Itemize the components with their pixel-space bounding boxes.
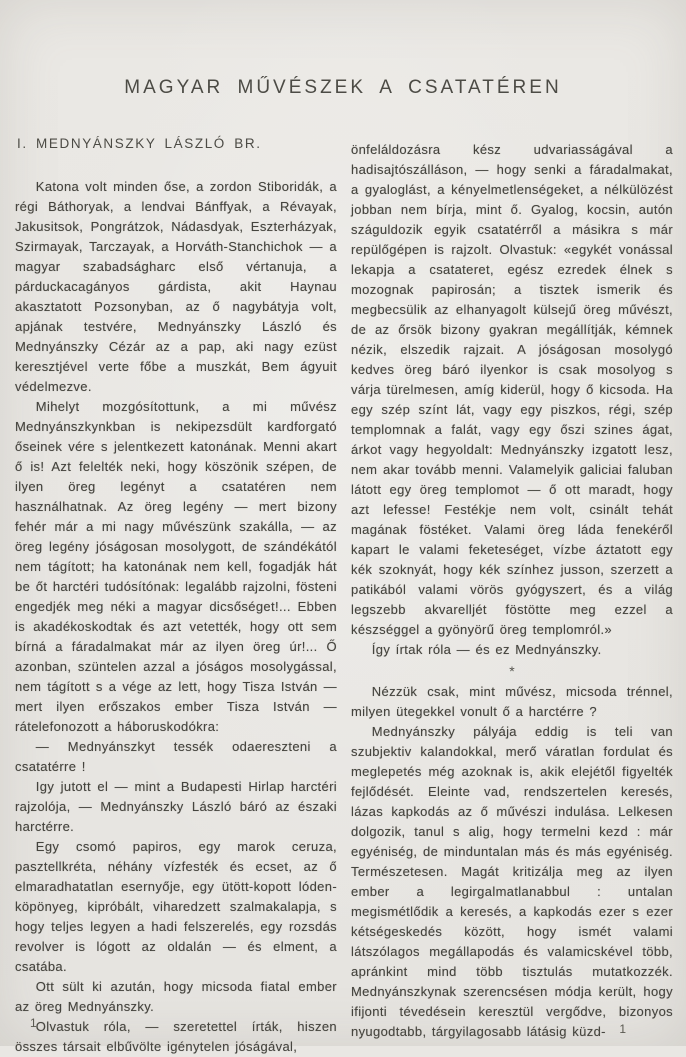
two-column-body bbox=[15, 134, 673, 1057]
right-column bbox=[351, 134, 673, 1057]
page-number-left: 1 bbox=[30, 1016, 37, 1030]
paragraph: Mihelyt mozgósítottunk, a mi művész Mednyánszkynkban is nekipezsdült kardforgató őseinek vére s jelentkezett katonának. Menni akart ő is! Azt felelték neki, hogy köszönik szépen, de ilyen öreg legényt a csatatéren nem használhatnak. Az öreg legény — mert bizony fehér már a mi nagy művészünk szakálla, — az öreg legény jóságosan mosolygott, de szándékától nem tágított; ha katonának nem kell, fogadják hát be őt harctéri tudósítónak: legalább rajzolni, fösteni engedjék meg néki a magyar dicsőséget!... Ebben is akadékoskodtak és azt vetették, hogy ott sem bírná a fáradalmakat már az ilyen öreg úr!... Ő azonban, szüntelen azzal a jóságos mosolygással, nem tágított s a vége az lett, hogy Tisza István — mert ilyen erőszakos ember Tisza István — rátelefonozott a háboruskodókra: bbox=[15, 399, 337, 734]
paragraph: Nézzük csak, mint művész, micsoda trénnel, milyen ütegekkel vonult ő a harctérre ? bbox=[351, 684, 673, 719]
paragraph: önfeláldozásra kész udvariasságával a hadisajtószálláson, — hogy senki a fáradalmakat, a gyaloglást, a kényelmetlenségeket, a nélkülözést jobban nem bírja, mint ő. Gyalog, kocsin, autón száguldozik egyik csatatérről a másikra s már repülőgépen is rajzolt. Olvastuk: «egykét vonással lekapja a csatateret, egész ezredek élnek s mozognak papirosán; a tisztek ismerik és megbecsülik az elhanyagolt külsejű öreg művészt, de az őrsök bizony gyakran megállítják, kémnek nézik, elszedik rajzait. A jóságosan mosolygó kedves öreg báró ilyenkor is csak mosolyog s várja türelmesen, amíg kiderül, hogy ő kicsoda. Ha egy szép színt lát, vagy egy piszkos, régi, szép templomnak a falát, vagy egy őszi szines ágat, árkot vagy hegyoldalt: Mednyánszky izgatott lesz, nem akar tovább menni. Valamelyik galiciai faluban látott egy öreg templomot — ő ott maradt, hogy azt lefesse! Festékje nem volt, csinált tehát magának föstéket. Valami öreg láda fenekéről kapart le valami feketeséget, vízbe áztatott egy kék szoknyát, hogy kék színhez jusson, szerzett a patikából valami vörös gyógyszert, és a világ legszebb akvarelljét föstötte meg ezzel a készséggel a gyönyörű öreg templomról.» bbox=[351, 142, 673, 637]
paragraph: Olvastuk róla, — szeretettel írták, hiszen összes társait elbűvölte igénytelen jóságával, bbox=[15, 1019, 337, 1054]
left-column bbox=[15, 134, 337, 1057]
left-column-paragraphs bbox=[15, 177, 337, 1057]
paragraph: Ott sült ki azután, hogy micsoda fiatal ember az öreg Mednyánszky. bbox=[15, 979, 337, 1014]
right-column-paragraphs-top bbox=[351, 140, 673, 660]
page-number-right: 1 bbox=[619, 1022, 626, 1036]
page-title: MAGYAR MŰVÉSZEK A CSATATÉREN bbox=[124, 76, 562, 98]
right-column-paragraphs-bottom bbox=[351, 682, 673, 1042]
asterisk-separator: * bbox=[509, 663, 515, 679]
paragraph: Egy csomó papiros, egy marok ceruza, pasztellkréta, néhány vízfesték és ecset, az ő elmaradhatatlan esernyője, egy ütött-kopott lóden-köpönyeg, kipróbált, viharedzett szalmakalapja, s hogy teljes legyen a hadi felszerelés, egy rozsdás revolver is lógott az oldalán — és elment, a csatába. bbox=[15, 839, 337, 974]
paragraph: Mednyánszky pályája eddig is teli van szubjektiv kalandokkal, merő váratlan fordulat és meglepetés még azoknak is, akik elejétől figyelték fejlődését. Eleinte vad, rendszertelen keresés, lázas kapkodás az ő művészi indulása. Lelkesen dolgozik, tanul s alig, hogy termelni kezd : már egyéniség, de minduntalan más és más egyéniség. Természetesen. Magát kritizálja meg az ilyen ember a legirgalmatlanabbul : untalan megismétlődik a keresés, a kapkodás ezer s ezer kétségeskedés között, hogy ismét valami látszólagos megállapodás és valamicskével több, apránkint mind több tisztulás mutatkozzék. Mednyánszkynak szerencsésen módja került, hogy ifijonti tévedésein keresztül vergődve, bizonyos nyugodtabb, tárgyilagosabb látásig küzd- bbox=[351, 724, 673, 1039]
section-heading: I. MEDNYÁNSZKY LÁSZLÓ BR. bbox=[17, 136, 262, 151]
paragraph: Igy jutott el — mint a Budapesti Hirlap harctéri rajzolója, — Mednyánszky László báró az északi harctérre. bbox=[15, 779, 337, 834]
paragraph: Katona volt minden őse, a zordon Stiboridák, a régi Báthoryak, a lendvai Bánffyak, a Révayak, Jakusitsok, Pongrátzok, Nádasdyak, Eszterházyak, Szirmayak, Tarczayak, a Horváth-Stanchichok — a magyar szabadságharc első vértanuja, a párduckacagányos gárdista, akit Haynau akasztatott Pozsonyban, az ő nagybátyja volt, apjának testvére, Mednyánszky László és Mednyánszky Cézár az a pap, aki nagy ezüst keresztjével verte főbe a muszkát, Bem ágyuit védelmezve. bbox=[15, 179, 337, 394]
paragraph: Így írtak róla — és ez Mednyánszky. bbox=[371, 642, 602, 657]
paragraph: — Mednyánszkyt tessék odaereszteni a csatatérre ! bbox=[15, 739, 337, 774]
